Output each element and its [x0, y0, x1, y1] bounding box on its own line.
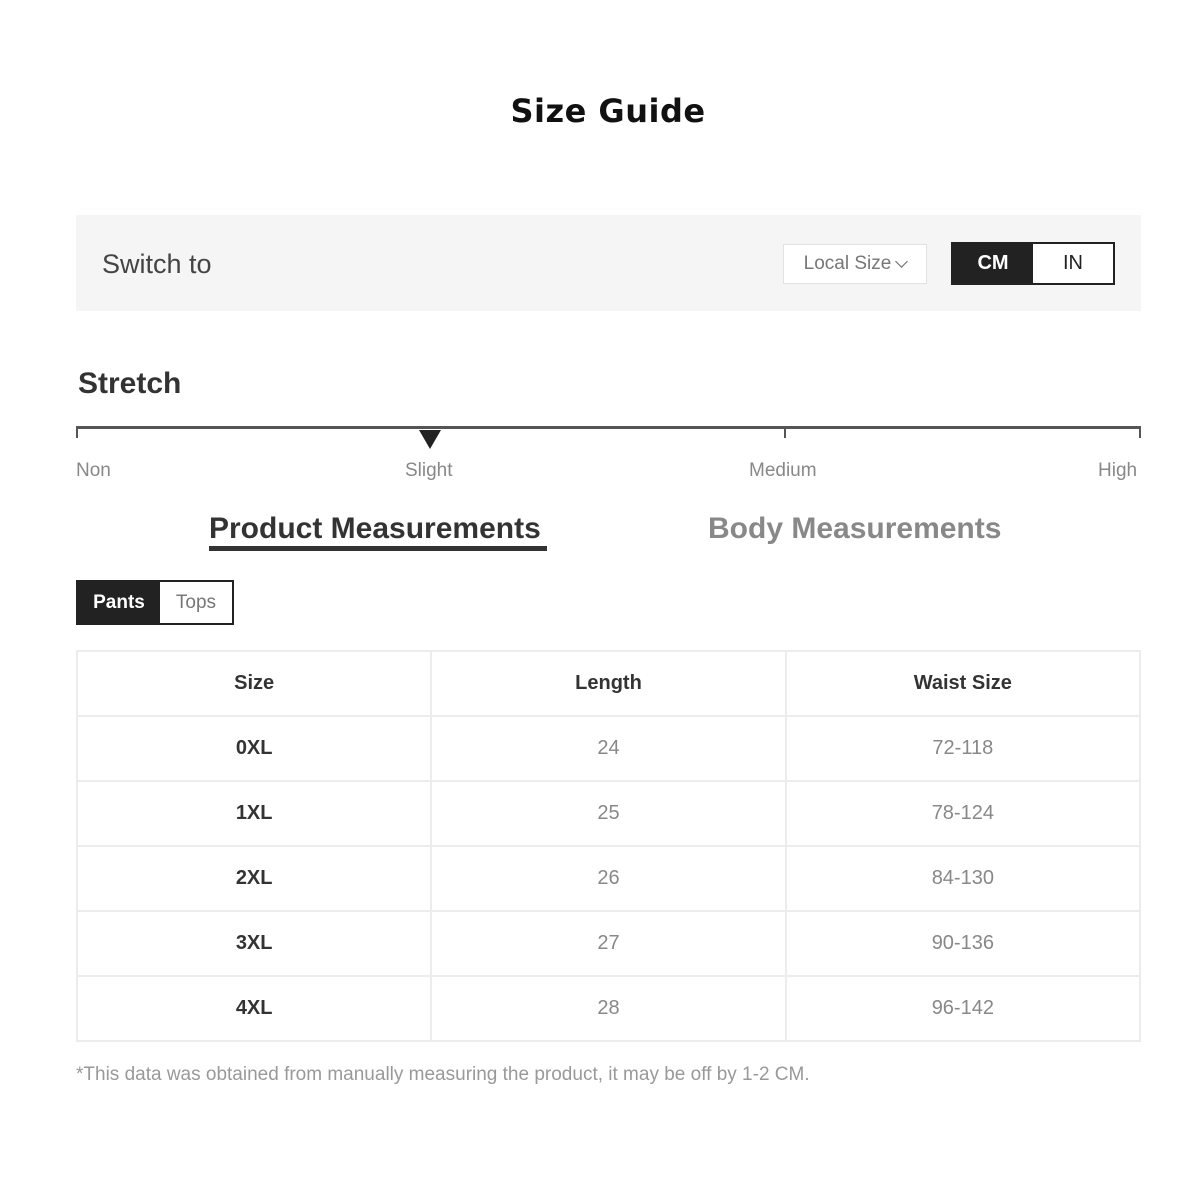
- tab-product-measurements[interactable]: Product Measurements: [209, 512, 541, 545]
- length-cell: 27: [431, 911, 785, 976]
- stretch-tick: [784, 426, 786, 438]
- category-toggle: [76, 580, 234, 625]
- table-row: [77, 781, 1140, 846]
- waist-cell: 72-118: [786, 716, 1140, 781]
- table-header-row: [77, 651, 1140, 716]
- table-row: [77, 911, 1140, 976]
- table-row: [77, 976, 1140, 1041]
- stretch-tick: [1139, 426, 1141, 438]
- size-cell: 1XL: [77, 781, 431, 846]
- category-pants-button[interactable]: Pants: [78, 582, 160, 623]
- size-cell: 3XL: [77, 911, 431, 976]
- size-cell: 2XL: [77, 846, 431, 911]
- header-waist-size: Waist Size: [786, 651, 1140, 716]
- local-size-label: Local Size: [803, 253, 892, 274]
- table-row: [77, 716, 1140, 781]
- length-cell: 25: [431, 781, 785, 846]
- stretch-level-slight: Slight: [405, 460, 453, 481]
- waist-cell: 84-130: [786, 846, 1140, 911]
- stretch-tick: [76, 426, 78, 438]
- size-table: [76, 650, 1141, 1042]
- category-tops-button[interactable]: Tops: [160, 582, 232, 623]
- tab-body-measurements[interactable]: Body Measurements: [708, 512, 1002, 545]
- stretch-level-non: Non: [76, 460, 111, 481]
- stretch-scale-line: [76, 426, 1141, 429]
- stretch-title: Stretch: [78, 367, 182, 400]
- local-size-dropdown[interactable]: [783, 244, 927, 284]
- header-size: Size: [77, 651, 431, 716]
- length-cell: 26: [431, 846, 785, 911]
- waist-cell: 96-142: [786, 976, 1140, 1041]
- active-tab-underline: [209, 546, 547, 551]
- stretch-level-medium: Medium: [749, 460, 817, 481]
- unit-cm-button[interactable]: CM: [953, 244, 1033, 283]
- waist-cell: 78-124: [786, 781, 1140, 846]
- header-length: Length: [431, 651, 785, 716]
- size-cell: 4XL: [77, 976, 431, 1041]
- waist-cell: 90-136: [786, 911, 1140, 976]
- page-title: Size Guide: [510, 92, 706, 130]
- table-row: [77, 846, 1140, 911]
- stretch-pointer-icon: [419, 430, 441, 449]
- switch-to-label: Switch to: [102, 249, 212, 279]
- unit-toggle: [951, 242, 1115, 285]
- length-cell: 28: [431, 976, 785, 1041]
- stretch-level-high: High: [1098, 460, 1138, 481]
- unit-switch-bar: [76, 215, 1141, 311]
- length-cell: 24: [431, 716, 785, 781]
- measurement-footnote: *This data was obtained from manually measuring the product, it may be off by 1-2 CM.: [76, 1064, 810, 1085]
- size-cell: 0XL: [77, 716, 431, 781]
- chevron-down-icon: [895, 255, 908, 268]
- unit-in-button[interactable]: IN: [1033, 244, 1113, 283]
